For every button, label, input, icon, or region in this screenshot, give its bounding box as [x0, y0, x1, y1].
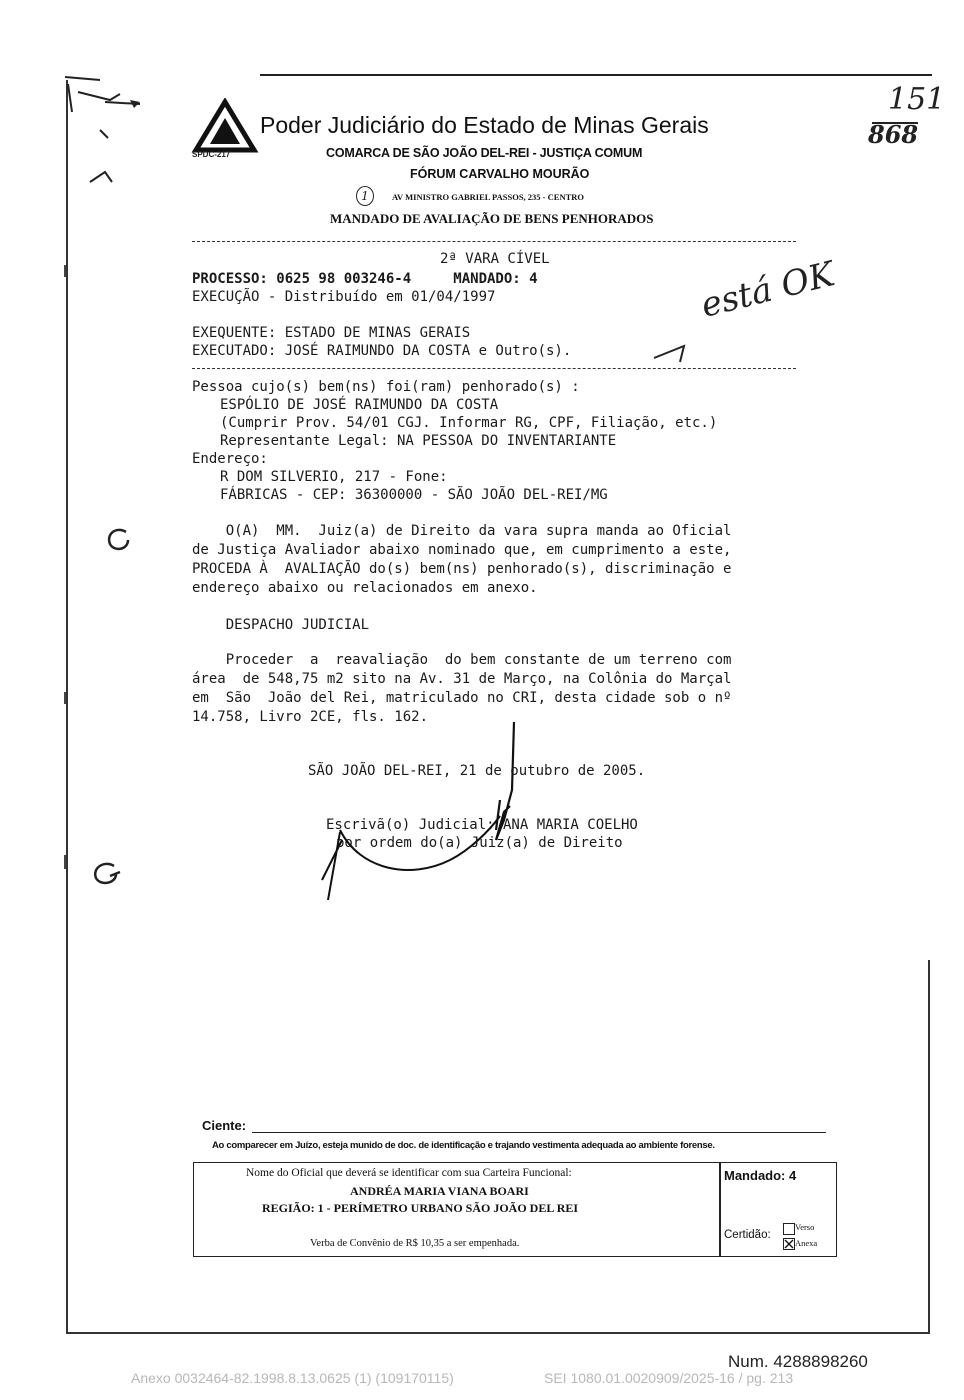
verso-checkbox[interactable]	[783, 1223, 795, 1235]
handwritten-annotation: está OK	[697, 254, 839, 326]
left-border-line	[66, 80, 68, 1334]
certidao-label: Certidão:	[724, 1229, 771, 1241]
despacho-line: área de 548,75 m2 sito na Av. 31 de Março, na Colônia do Marçal	[192, 671, 732, 687]
mandate-paragraph-line: de Justiça Avaliador abaixo nominado que, em cumprimento a este,	[192, 542, 732, 558]
address-line: AV MINISTRO GABRIEL PASSOS, 235 - CENTRO	[392, 192, 585, 202]
ciente-signature-line	[252, 1132, 826, 1133]
punch-mark	[90, 858, 124, 888]
document-title: MANDADO DE AVALIAÇÃO DE BENS PENHORADOS	[330, 211, 654, 226]
despacho-line: Proceder a reavaliação do bem constante de um terreno com	[192, 652, 732, 668]
comarca-line: COMARCA DE SÃO JOÃO DEL-REI - JUSTIÇA COMUM	[326, 146, 643, 160]
verba-line: Verba de Convênio de R$ 10,35 a ser empenhada.	[310, 1238, 520, 1249]
despacho-heading: DESPACHO JUDICIAL	[192, 617, 370, 633]
mandate-paragraph-line: O(A) MM. Juiz(a) de Direito da vara supra manda ao Oficial	[192, 523, 732, 539]
pessoa-heading: Pessoa cujo(s) bem(ns) foi(ram) penhorado(s) :	[192, 379, 580, 395]
sei-stamp: SEI 1080.01.0020909/2025-16 / pg. 213	[544, 1370, 794, 1386]
pessoa-instruction: (Cumprir Prov. 54/01 CGJ. Informar RG, CPF, Filiação, etc.)	[220, 415, 718, 431]
margin-tick	[64, 855, 66, 869]
pessoa-name: ESPÓLIO DE JOSÉ RAIMUNDO DA COSTA	[220, 397, 499, 413]
dashed-separator	[192, 368, 796, 369]
endereco-line-1: R DOM SILVERIO, 217 - Fone:	[220, 469, 448, 485]
identification-notice: Ao comparecer em Juízo, esteja munido de doc. de identificação e trajando vestimenta adequada ao ambiente forense.	[212, 1140, 715, 1151]
verso-label: Verso	[795, 1222, 815, 1232]
judicial-signature	[300, 720, 540, 910]
ordem-line: por ordem do(a) Juiz(a) de Direito	[336, 835, 623, 851]
endereco-line-2: FÁBRICAS - CEP: 36300000 - SÃO JOÃO DEL-REI/MG	[220, 487, 608, 503]
mandate-paragraph-line: endereço abaixo ou relacionados em anexo.	[192, 580, 538, 596]
region-line: REGIÃO: 1 - PERÍMETRO URBANO SÃO JOÃO DEL REI	[262, 1201, 579, 1215]
endereco-label: Endereço:	[192, 451, 268, 467]
handwritten-page-number: 151	[888, 82, 946, 117]
handwritten-folio-number: 868	[868, 120, 919, 149]
dashed-separator	[192, 241, 796, 242]
forum-line: FÓRUM CARVALHO MOURÃO	[410, 167, 590, 181]
mandado-number: Mandado: 4	[724, 1168, 797, 1183]
executado-line: EXECUTADO: JOSÉ RAIMUNDO DA COSTA e Outro(s).	[192, 343, 572, 359]
escrivao-line: Escrivã(o) Judicial: ANA MARIA COELHO	[326, 817, 638, 833]
circled-number: 1	[356, 186, 374, 206]
exequente-line: EXEQUENTE: ESTADO DE MINAS GERAIS	[192, 325, 471, 341]
despacho-line: 14.758, Livro 2CE, fls. 162.	[192, 709, 429, 725]
execucao-line: EXECUÇÃO - Distribuído em 01/04/1997	[192, 289, 496, 305]
margin-tick	[64, 692, 66, 704]
anexa-checkbox[interactable]	[783, 1238, 795, 1250]
box-divider	[719, 1163, 721, 1256]
institution-title: Poder Judiciário do Estado de Minas Gerais	[260, 112, 709, 138]
top-border-line	[260, 74, 932, 76]
representante-line: Representante Legal: NA PESSOA DO INVENTARIANTE	[220, 433, 617, 449]
mandate-paragraph-line: PROCEDA À AVALIAÇÃO do(s) bem(ns) penhorado(s), discriminação e	[192, 561, 732, 577]
check-x-icon	[784, 1239, 794, 1249]
bottom-border-line	[66, 1332, 930, 1334]
ciente-label: Ciente:	[202, 1118, 247, 1133]
anexo-stamp: Anexo 0032464-82.1998.8.13.0625 (1) (109170115)	[131, 1370, 454, 1386]
processo-line: PROCESSO: 0625 98 003246-4 MANDADO: 4	[192, 271, 538, 287]
punch-mark	[104, 524, 134, 554]
vara-line: 2ª VARA CÍVEL	[440, 251, 550, 267]
officer-name: ANDRÉA MARIA VIANA BOARI	[350, 1184, 529, 1198]
anexa-label: Anexa	[795, 1238, 818, 1248]
date-line: SÃO JOÃO DEL-REI, 21 de outubro de 2005.	[308, 763, 646, 779]
corner-scribble	[60, 72, 150, 202]
annotation-arrow	[650, 336, 700, 366]
despacho-line: em São João del Rei, matriculado no CRI, desta cidade sob o nº	[192, 690, 732, 706]
document-num-stamp: Num. 4288898260	[728, 1352, 868, 1371]
margin-tick	[64, 265, 66, 277]
logo-caption: SPDC-217	[192, 150, 231, 159]
officer-label: Nome do Oficial que deverá se identificar com sua Carteira Funcional:	[246, 1167, 572, 1179]
right-border-line	[928, 960, 930, 1334]
